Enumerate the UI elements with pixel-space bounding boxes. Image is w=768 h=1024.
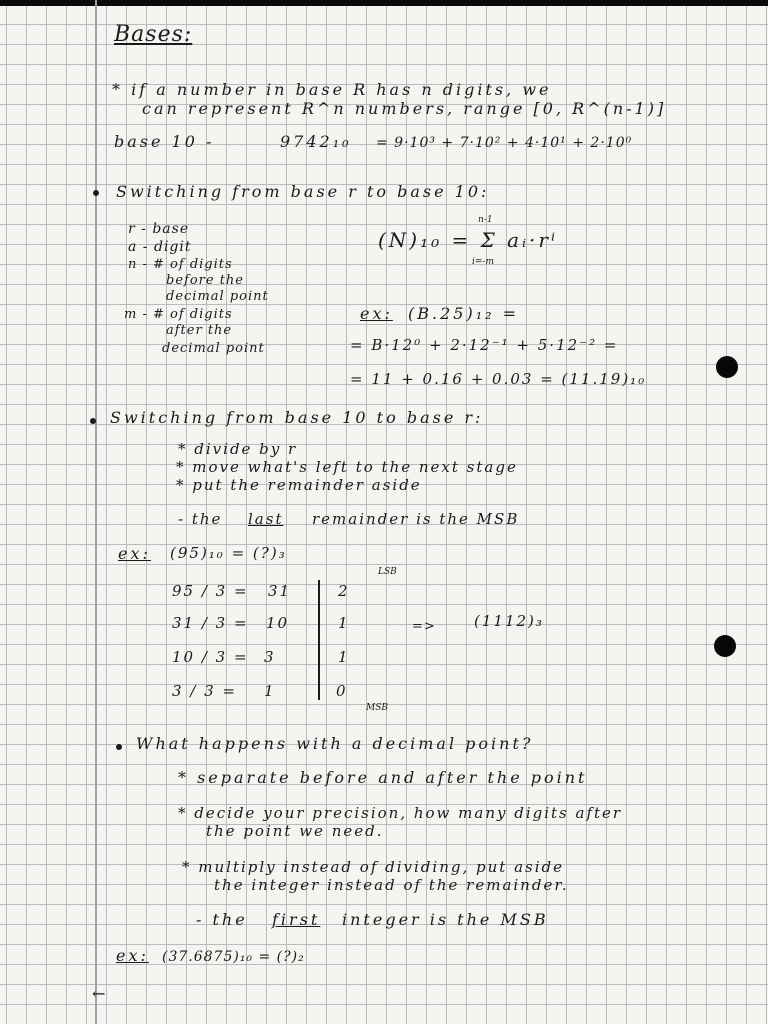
base10-number: 9742₁₀	[280, 132, 352, 151]
example-value: (37.6875)₁₀ = (?)₂	[162, 949, 305, 965]
legend-n-cont: decimal point	[166, 289, 269, 304]
division-expr: 31 / 3 =	[172, 614, 249, 632]
rule-item: * separate before and after the point	[178, 768, 588, 787]
punch-hole	[716, 356, 738, 378]
base10-expansion: = 9·10³ + 7·10² + 4·10¹ + 2·10⁰	[376, 135, 633, 151]
division-separator-line	[318, 580, 320, 700]
rule-item: * decide your precision, how many digits after	[178, 804, 623, 822]
intro-line-2: can represent R^n numbers, range [0, R^(n-1)]	[142, 99, 667, 118]
example-step-2: = 11 + 0.16 + 0.03 = (11.19)₁₀	[350, 370, 647, 388]
bullet	[116, 744, 122, 750]
section-heading-decimal-point: What happens with a decimal point?	[136, 734, 534, 753]
sigma-upper-limit: n-1	[478, 215, 493, 225]
legend-m: m - # of digits	[124, 307, 233, 322]
division-remainder: 0	[336, 682, 348, 700]
msb-note-emphasis: first	[272, 910, 321, 929]
example-step-1: = B·12⁰ + 2·12⁻¹ + 5·12⁻² =	[350, 336, 619, 354]
rule-item-cont: the point we need.	[206, 822, 384, 840]
example-label: ex:	[360, 304, 393, 323]
rule-item: * multiply instead of dividing, put aside	[182, 858, 564, 876]
msb-note-suffix: integer is the MSB	[342, 910, 549, 929]
division-remainder: 2	[338, 582, 350, 600]
rule-item-cont: the integer instead of the remainder.	[214, 876, 569, 894]
example-value: (B.25)₁₂ =	[408, 304, 520, 323]
example-value: (95)₁₀ = (?)₃	[170, 544, 287, 562]
lsb-label: LSB	[378, 567, 397, 577]
conversion-formula: (N)₁₀ = Σ aᵢ·rⁱ	[378, 228, 558, 252]
legend-m-cont: decimal point	[162, 341, 265, 356]
msb-label: MSB	[366, 703, 388, 713]
legend-m-cont: after the	[166, 323, 233, 338]
rule-item: * put the remainder aside	[176, 476, 422, 494]
example-label: ex:	[118, 544, 151, 563]
msb-note-emphasis: last	[248, 510, 284, 528]
bullet	[93, 190, 99, 196]
legend-r: r - base	[128, 221, 190, 237]
page-title: Bases:	[114, 22, 193, 47]
division-quotient: 3	[264, 648, 276, 666]
division-remainder: 1	[338, 614, 350, 632]
division-remainder: 1	[338, 648, 350, 666]
division-expr: 3 / 3 =	[172, 682, 238, 700]
msb-note-prefix: - the	[196, 910, 248, 929]
conversion-result: (1112)₃	[474, 612, 544, 630]
punch-hole	[714, 635, 736, 657]
page-top-edge	[0, 0, 768, 6]
legend-n-cont: before the	[166, 273, 244, 288]
sigma-lower-limit: i=-m	[472, 257, 494, 267]
margin-line	[95, 0, 97, 1024]
msb-note-prefix: - the	[178, 510, 223, 528]
division-quotient: 10	[266, 614, 290, 632]
section-heading-from-base-10: Switching from base 10 to base r:	[110, 408, 484, 427]
result-arrow: =>	[412, 619, 436, 634]
margin-arrow-mark: ←	[92, 984, 106, 1003]
example-label: ex:	[116, 946, 149, 965]
legend-a: a - digit	[128, 239, 192, 255]
division-quotient: 1	[264, 682, 276, 700]
division-expr: 10 / 3 =	[172, 648, 249, 666]
base10-label: base 10 -	[114, 132, 215, 151]
bullet	[90, 418, 96, 424]
legend-n: n - # of digits	[128, 257, 233, 272]
section-heading-to-base-10: Switching from base r to base 10:	[116, 182, 490, 201]
rule-item: * move what's left to the next stage	[176, 458, 518, 476]
intro-line-1: * if a number in base R has n digits, we	[112, 80, 552, 99]
rule-item: * divide by r	[178, 440, 298, 458]
division-quotient: 31	[268, 582, 292, 600]
division-expr: 95 / 3 =	[172, 582, 249, 600]
msb-note-suffix: remainder is the MSB	[312, 510, 520, 528]
